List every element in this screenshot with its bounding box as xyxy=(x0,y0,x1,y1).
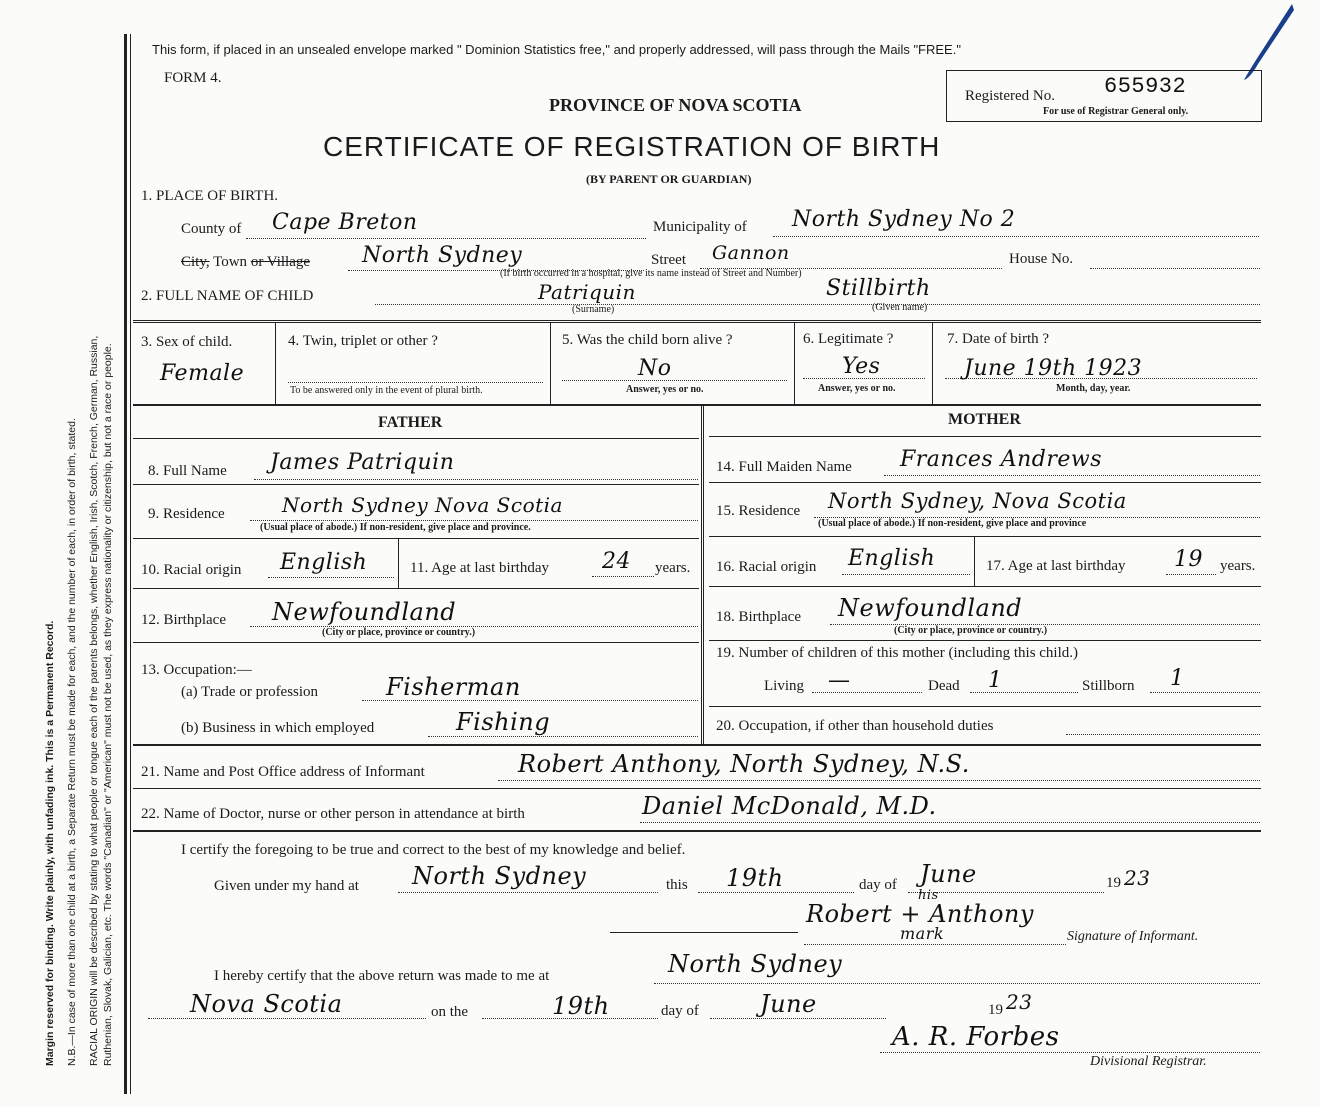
county-value: Cape Breton xyxy=(272,210,418,235)
child-given-name: Stillbirth xyxy=(826,276,931,301)
city-value: North Sydney xyxy=(362,243,523,268)
mother-birthplace-label: 18. Birthplace xyxy=(716,609,801,625)
father-trade-label: (a) Trade or profession xyxy=(181,684,319,700)
legit-note: Answer, yes or no. xyxy=(818,383,896,394)
father-residence-label: 9. Residence xyxy=(148,506,225,522)
father-years: years. xyxy=(655,560,691,576)
mother-race: English xyxy=(848,546,936,571)
dob-value: June 19th 1923 xyxy=(964,356,1143,381)
mother-age-label: 17. Age at last birthday xyxy=(986,558,1126,574)
alive-value: No xyxy=(638,356,672,381)
city-label: City, Town or Village xyxy=(181,254,311,270)
certificate-subtitle: (BY PARENT OR GUARDIAN) xyxy=(586,172,752,186)
informant-value: Robert Anthony, North Sydney, N.S. xyxy=(518,750,970,778)
father-business-label: (b) Business in which employed xyxy=(181,720,375,736)
mother-name: Frances Andrews xyxy=(900,447,1102,472)
registrar-month: June xyxy=(760,990,817,1018)
cert-year: 23 xyxy=(1124,866,1151,890)
mother-race-label: 16. Racial origin xyxy=(716,559,817,575)
margin-note-2: N.B.—In case of more than one child at a birth, a Separate Return must be made for each, and the number of each, in order of birth, stated. xyxy=(66,418,78,1066)
hospital-note: (If birth occurred in a hospital, give its name instead of Street and Number) xyxy=(500,268,802,279)
registrar-caption: Divisional Registrar. xyxy=(1090,1054,1207,1069)
binding-line-outer xyxy=(124,34,127,1094)
registrar-dayof-label: day of xyxy=(661,1003,699,1019)
child-name-label: 2. FULL NAME OF CHILD xyxy=(141,288,314,304)
binding-line-inner xyxy=(130,34,131,1094)
mail-note: This form, if placed in an unsealed envelope marked " Dominion Statistics free," and properly addressed, will pass through the Mails "FREE." xyxy=(152,42,961,57)
registered-number: 655932 xyxy=(1104,74,1187,99)
dead-label: Dead xyxy=(928,678,960,694)
living-value: — xyxy=(828,668,851,693)
dob-note: Month, day, year. xyxy=(1056,383,1131,394)
father-heading: FATHER xyxy=(378,414,443,431)
registrar-use-note: For use of Registrar General only. xyxy=(1043,106,1189,117)
this-label: this xyxy=(666,877,688,893)
street-label: Street xyxy=(651,252,686,268)
twin-note: To be answered only in the event of plural birth. xyxy=(290,385,483,396)
mother-residence-label: 15. Residence xyxy=(716,503,801,519)
registrar-place-1: North Sydney xyxy=(668,950,843,978)
registrar-year: 23 xyxy=(1006,990,1033,1014)
child-surname: Patriquin xyxy=(538,280,636,304)
mother-residence-note: (Usual place of abode.) If non-resident, give place and province xyxy=(818,518,1087,529)
certify-statement: I certify the foregoing to be true and correct to the best of my knowledge and belief. xyxy=(181,842,686,858)
mother-heading: MOTHER xyxy=(948,411,1021,428)
father-birthplace-note: (City or place, province or country.) xyxy=(322,627,476,638)
sex-label: 3. Sex of child. xyxy=(141,334,233,350)
cert-month: June xyxy=(920,860,977,888)
father-residence: North Sydney Nova Scotia xyxy=(282,493,563,517)
mother-age: 19 xyxy=(1174,547,1203,572)
registrar-day: 19th xyxy=(552,992,610,1020)
stillborn-value: 1 xyxy=(1170,666,1185,691)
father-business: Fishing xyxy=(456,708,551,736)
margin-note-4: Ruthenian, Slovak, Galician, etc. The words "Canadian" or "American" must not be used, as they express nationality or citizenship, but not a race or people. xyxy=(102,343,114,1066)
mother-birthplace-note: (City or place, province or country.) xyxy=(894,625,1048,636)
father-age: 24 xyxy=(602,549,631,574)
registrar-on-label: on the xyxy=(431,1004,469,1020)
dayof-label: day of xyxy=(859,877,897,893)
given-place: North Sydney xyxy=(412,862,587,890)
mother-residence: North Sydney, Nova Scotia xyxy=(828,489,1127,513)
father-birthplace-label: 12. Birthplace xyxy=(141,612,226,628)
dob-label: 7. Date of birth ? xyxy=(947,331,1050,347)
signature-mark: mark xyxy=(900,924,945,943)
margin-note-1: Margin reserved for binding. Write plainly, with unfading ink. This is a Permanent Record. xyxy=(44,620,56,1066)
registrar-place-2: Nova Scotia xyxy=(190,990,343,1018)
municipality-label: Municipality of xyxy=(653,219,747,235)
house-label: House No. xyxy=(1009,251,1074,267)
street-value: Gannon xyxy=(712,242,790,264)
municipality-value: North Sydney No 2 xyxy=(792,207,1016,232)
informant-label: 21. Name and Post Office address of Informant xyxy=(141,764,425,780)
cert-day: 19th xyxy=(726,864,784,892)
stillborn-label: Stillborn xyxy=(1082,678,1135,694)
father-occupation-label: 13. Occupation:— xyxy=(141,662,252,678)
legit-label: 6. Legitimate ? xyxy=(803,331,894,347)
father-trade: Fisherman xyxy=(386,673,521,701)
given-label: Given under my hand at xyxy=(214,878,359,894)
place-heading: 1. PLACE OF BIRTH. xyxy=(141,188,279,204)
father-race: English xyxy=(280,550,368,575)
mother-occupation-label: 20. Occupation, if other than household duties xyxy=(716,718,994,734)
father-name: James Patriquin xyxy=(270,450,455,475)
mother-birthplace: Newfoundland xyxy=(838,594,1023,622)
surname-caption: (Surname) xyxy=(572,304,615,315)
father-name-label: 8. Full Name xyxy=(148,463,227,479)
registrar-statement: I hereby certify that the above return was made to me at xyxy=(214,968,550,984)
mother-children-label: 19. Number of children of this mother (including this child.) xyxy=(716,645,1079,661)
mother-name-label: 14. Full Maiden Name xyxy=(716,459,852,475)
dead-value: 1 xyxy=(988,668,1003,693)
province-heading: PROVINCE OF NOVA SCOTIA xyxy=(549,95,802,115)
living-label: Living xyxy=(764,678,804,694)
father-residence-note: (Usual place of abode.) If non-resident, give place and province. xyxy=(260,522,531,533)
registrar-signature: A. R. Forbes xyxy=(892,1022,1060,1052)
county-label: County of xyxy=(181,221,242,237)
certificate-title: CERTIFICATE OF REGISTRATION OF BIRTH xyxy=(323,131,941,162)
sex-value: Female xyxy=(160,361,245,386)
legit-value: Yes xyxy=(842,354,881,379)
father-birthplace: Newfoundland xyxy=(272,598,457,626)
cert-year-prefix: 19 xyxy=(1106,875,1121,891)
father-age-label: 11. Age at last birthday xyxy=(410,560,549,576)
registrar-year-prefix: 19 xyxy=(988,1002,1003,1018)
form-number: FORM 4. xyxy=(164,70,222,86)
doctor-label: 22. Name of Doctor, nurse or other person in attendance at birth xyxy=(141,806,525,822)
doctor-value: Daniel McDonald, M.D. xyxy=(642,792,937,820)
registered-label: Registered No. xyxy=(965,88,1055,104)
twin-label: 4. Twin, triplet or other ? xyxy=(288,333,438,349)
given-caption: (Given name) xyxy=(872,302,928,313)
alive-label: 5. Was the child born alive ? xyxy=(562,332,733,348)
alive-note: Answer, yes or no. xyxy=(626,384,704,395)
signature-his: his xyxy=(918,888,939,903)
margin-note-3: RACIAL ORIGIN will be described by stating to what people or tongue each of the parents belongs, whether English, Irish, Scotch, French, German, Russian, xyxy=(88,335,100,1066)
informant-sig-caption: Signature of Informant. xyxy=(1067,929,1199,944)
father-race-label: 10. Racial origin xyxy=(141,562,242,578)
mother-years: years. xyxy=(1220,558,1256,574)
informant-signature: Robert + Anthony xyxy=(806,900,1034,928)
